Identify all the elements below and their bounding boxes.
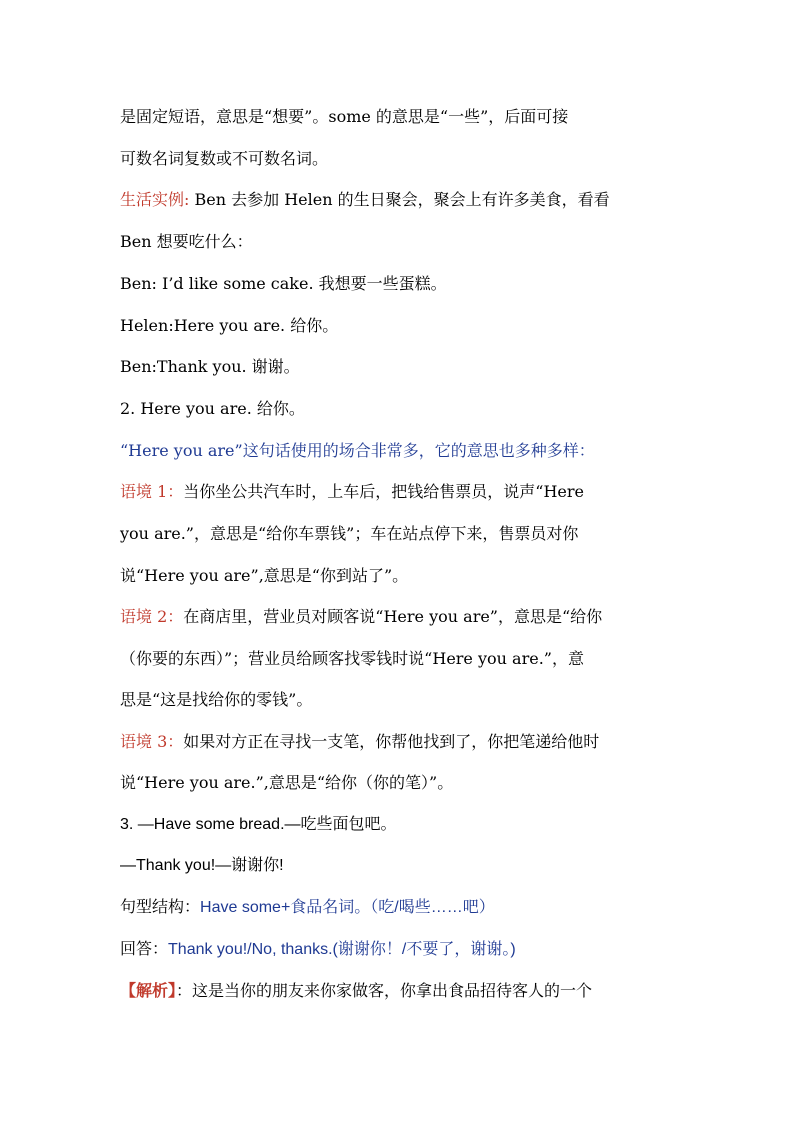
sentence-structure-label: 句型结构： — [120, 899, 201, 916]
line-text: 说“Here you are.”,意思是“给你（你的笔）”。 — [120, 773, 454, 792]
dialogue-line — [120, 274, 680, 294]
answer-label: 回答： — [120, 941, 169, 958]
line-text: 可数名词复数或不可数名词。 — [120, 149, 329, 168]
paragraph-line — [120, 773, 680, 793]
analysis-label: 【解析】 — [120, 981, 177, 1000]
line-text: Ben 去参加 Helen 的生日聚会，聚会上有许多美食，看看 — [189, 190, 610, 209]
context-line — [120, 607, 680, 627]
line-text: you are.”，意思是“给你车票钱”；车在站点停下来，售票员对你 — [120, 524, 579, 543]
paragraph-line — [120, 649, 680, 669]
sentence-structure-line — [120, 898, 680, 918]
line-text: Thank you!/No, thanks.(谢谢你！/不要了，谢谢。) — [168, 941, 516, 958]
context-label: 语境 3： — [120, 732, 184, 751]
analysis-line — [120, 981, 680, 1001]
paragraph-line — [120, 107, 680, 127]
line-text: 2. Here you are. 给你。 — [120, 399, 305, 418]
paragraph-line — [120, 149, 680, 169]
answer-line — [120, 940, 680, 960]
context-line — [120, 732, 680, 752]
line-text: ：这是当你的朋友来你家做客，你拿出食品招待客人的一个 — [176, 981, 593, 1000]
line-text: 在商店里，营业员对顾客说“Here you are”，意思是“给你 — [183, 607, 603, 626]
line-text: Have some+食品名词。（吃/喝些……吧） — [200, 899, 495, 916]
line-text: 说“Here you are”,意思是“你到站了”。 — [120, 566, 409, 585]
dialogue-line — [120, 316, 680, 336]
paragraph-line — [120, 524, 680, 544]
context-line — [120, 482, 680, 502]
life-example-line — [120, 190, 680, 210]
paragraph-line — [120, 566, 680, 586]
paragraph-line — [120, 690, 680, 710]
line-text: 思是“这是找给你的零钱”。 — [120, 690, 313, 709]
context-label: 语境 1： — [120, 482, 184, 501]
line-text: Helen:Here you are. 给你。 — [120, 316, 339, 335]
context-label: 语境 2： — [120, 607, 184, 626]
line-text: （你要的东西）”；营业员给顾客找零钱时说“Here you are.”，意 — [120, 649, 584, 668]
line-text: 3. —Have some bread.—吃些面包吧。 — [120, 816, 397, 833]
dialogue-line — [120, 856, 680, 876]
dialogue-line — [120, 357, 680, 377]
life-example-label: 生活实例: — [120, 190, 190, 209]
line-text: 当你坐公共汽车时，上车后，把钱给售票员，说声“Here — [183, 482, 585, 501]
line-text: —Thank you!—谢谢你! — [120, 857, 284, 874]
line-text: 如果对方正在寻找一支笔，你帮他找到了，你把笔递给他时 — [183, 732, 600, 751]
paragraph-line — [120, 232, 680, 252]
section-heading — [120, 815, 680, 835]
line-text: Ben: I’d like some cake. 我想要一些蛋糕。 — [120, 274, 447, 293]
line-text: Ben:Thank you. 谢谢。 — [120, 357, 300, 376]
paragraph-line — [120, 441, 680, 461]
line-text: 是固定短语，意思是“想要”。some 的意思是“一些”，后面可接 — [120, 107, 569, 126]
line-text: Ben 想要吃什么： — [120, 232, 253, 251]
line-text: “Here you are”这句话使用的场合非常多，它的意思也多种多样： — [120, 441, 595, 460]
section-heading — [120, 399, 680, 419]
